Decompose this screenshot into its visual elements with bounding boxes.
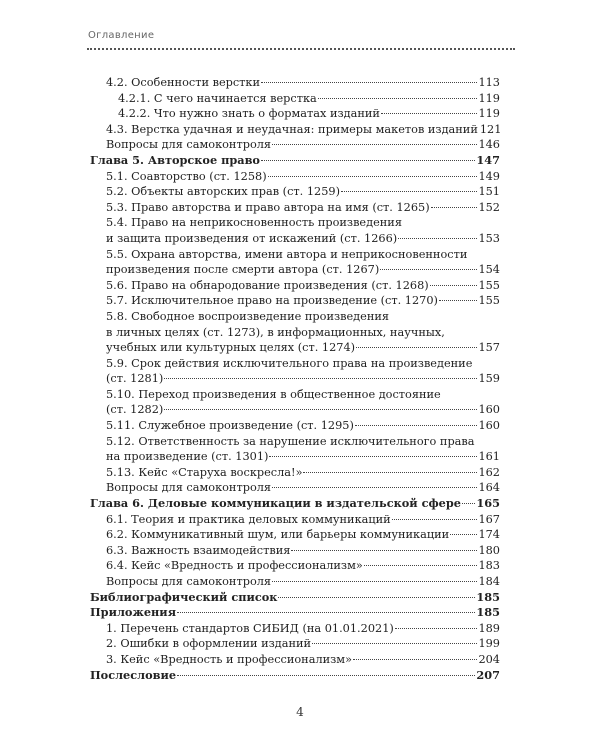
toc-entry-page: 185 [476, 605, 500, 620]
toc-entry-page: 199 [478, 637, 500, 651]
dot-leader [392, 519, 478, 520]
toc-entry-title: Библиографический список [90, 589, 278, 604]
toc-entry-title: 5.8. Свободное воспроизведение произведения [106, 309, 390, 323]
toc-entry-page: 180 [478, 543, 500, 557]
toc-entry-title: Вопросы для самоконтроля [106, 481, 272, 495]
toc-entry-page: 204 [478, 652, 500, 666]
toc-entry-page: 185 [476, 589, 500, 604]
toc-entry-title: 5.1. Соавторство (ст. 1258) [106, 169, 267, 183]
dot-leader [381, 113, 478, 114]
toc-entry-title: 5.3. Право авторства и право автора на имя (ст. 1265) [106, 200, 430, 214]
toc-entry-title: 5.6. Право на обнародование произведения (ст. 1268) [106, 278, 429, 292]
toc-entry [90, 574, 500, 590]
toc-entry [90, 122, 500, 138]
toc-entry-title: 4.2. Особенности верстки [106, 76, 261, 89]
toc-entry-title: на произведение (ст. 1301) [106, 450, 269, 464]
toc-entry [90, 356, 500, 372]
dot-leader [431, 207, 478, 208]
dot-leader [450, 534, 477, 535]
toc-entry-title: 2. Ошибки в оформлении изданий [106, 637, 312, 651]
dot-leader [164, 409, 477, 410]
toc-entry-page: 164 [478, 481, 500, 495]
dot-leader [353, 659, 477, 660]
dot-leader [261, 160, 475, 161]
toc-entry [90, 449, 500, 465]
dot-leader [261, 82, 477, 83]
toc-entry [90, 402, 500, 418]
toc-entry-page: 154 [478, 263, 500, 277]
toc-entry [90, 215, 500, 231]
toc-entry-page: 147 [476, 152, 500, 167]
toc-entry-page: 157 [478, 341, 500, 355]
toc-entry-page: 119 [478, 107, 500, 121]
toc-entry-page: 119 [478, 91, 500, 105]
toc-entry-title: учебных или культурных целях (ст. 1274) [106, 341, 356, 355]
dot-leader [439, 300, 477, 301]
toc-entry [90, 558, 500, 574]
dot-leader [272, 144, 477, 145]
toc-entry [90, 371, 500, 387]
dot-leader [177, 675, 475, 676]
toc-entry [90, 652, 500, 668]
toc-entry-title: и защита произведения от искажений (ст. 1266) [106, 231, 398, 245]
dot-leader [398, 238, 477, 239]
toc-entry-title: 6.4. Кейс «Вредность и профессионализм» [106, 559, 363, 573]
toc-entry-title: 6.1. Теория и практика деловых коммуникаций [106, 512, 391, 526]
toc-entry [90, 184, 500, 200]
toc-entry-title: 4.2.1. С чего начинается верстка [118, 91, 317, 105]
toc-entry-page: 207 [476, 667, 500, 682]
dot-leader [395, 628, 478, 629]
toc-entry [90, 543, 500, 559]
toc-entry-title: 4.3. Верстка удачная и неудачная: примеры макетов изданий [106, 122, 478, 136]
toc-entry-page: 162 [478, 465, 500, 479]
toc-entry [90, 262, 500, 278]
toc-entry-title: Глава 5. Авторское право [90, 152, 260, 167]
toc-entry [90, 512, 500, 528]
toc-entry-page: 189 [478, 621, 500, 635]
toc-entry-title: Приложения [90, 605, 177, 620]
toc-entry [90, 231, 500, 247]
dot-leader [268, 176, 478, 177]
toc-entry-page: 160 [478, 419, 500, 433]
toc-entry [90, 434, 500, 450]
toc-entry-page: 160 [478, 403, 500, 417]
running-header: Оглавление [88, 30, 155, 41]
toc-entry [90, 636, 500, 652]
toc-entry-title: 4.2.2. Что нужно знать о форматах изданий [118, 107, 380, 121]
toc-entry-title: в личных целях (ст. 1273), в информационных, научных, [106, 325, 445, 339]
toc-entry-page: 146 [478, 138, 500, 152]
toc-entry-title: (ст. 1281) [106, 372, 164, 386]
dot-leader [272, 581, 477, 582]
toc-entry-page: 184 [478, 575, 500, 588]
dot-leader [356, 347, 477, 348]
toc-entry [90, 668, 500, 684]
toc-entry-page: 149 [478, 169, 500, 183]
toc-entry [90, 387, 500, 403]
toc-entry-title: 6.3. Важность взаимодействия [106, 543, 291, 557]
dot-leader [177, 612, 475, 613]
toc-entry [90, 527, 500, 543]
toc-entry-page: 159 [478, 372, 500, 386]
toc-entry-title: 5.13. Кейс «Старуха воскресла!» [106, 465, 303, 479]
toc-entry [90, 496, 500, 512]
toc-entry [90, 605, 500, 621]
toc-entry [90, 75, 500, 91]
toc-entry-page: 152 [478, 200, 500, 214]
toc-entry [90, 621, 500, 637]
toc-entry-title: 5.2. Объекты авторских прав (ст. 1259) [106, 185, 341, 199]
dot-leader [291, 550, 477, 551]
dot-leader [380, 269, 477, 270]
toc-entry-title: 5.10. Переход произведения в общественное достояние [106, 387, 441, 401]
toc-entry-title: (ст. 1282) [106, 403, 164, 417]
toc-entry [90, 325, 500, 341]
toc-entry [90, 91, 500, 107]
dot-leader [303, 472, 477, 473]
toc-entry [90, 340, 500, 356]
toc-entry [90, 590, 500, 606]
dot-leader [312, 643, 477, 644]
dot-leader [341, 191, 477, 192]
toc-entry-page: 183 [478, 559, 500, 573]
dot-leader [364, 565, 478, 566]
toc-entry-title: 5.11. Служебное произведение (ст. 1295) [106, 419, 354, 433]
toc-entry-title: 5.5. Охрана авторства, имени автора и неприкосновенности [106, 247, 468, 261]
toc-entry-title: 5.4. Право на неприкосновенность произведения [106, 216, 402, 230]
dot-leader [355, 425, 478, 426]
dot-leader [278, 597, 475, 598]
table-of-contents [90, 75, 500, 683]
toc-entry-title: 5.9. Срок действия исключительного права на произведение [106, 356, 473, 370]
dot-leader [462, 503, 475, 504]
toc-entry-title: Глава 6. Деловые коммуникации в издательской сфере [90, 496, 461, 511]
toc-entry-page: 153 [478, 231, 500, 245]
dot-leader [269, 456, 477, 457]
toc-entry-title: 1. Перечень стандартов СИБИД (на 01.01.2021) [106, 621, 394, 635]
toc-entry-page: 155 [478, 294, 500, 308]
toc-entry-page: 165 [476, 496, 500, 511]
toc-entry-page: 151 [478, 185, 500, 199]
toc-entry-title: Вопросы для самоконтроля [106, 575, 272, 588]
toc-entry [90, 309, 500, 325]
toc-entry-title: 5.12. Ответственность за нарушение исключительного права [106, 434, 475, 448]
toc-entry [90, 465, 500, 481]
toc-entry-title: произведения после смерти автора (ст. 1267) [106, 263, 380, 277]
toc-entry-page: 161 [478, 450, 500, 464]
toc-entry [90, 278, 500, 294]
toc-entry-title: 5.7. Исключительное право на произведение (ст. 1270) [106, 294, 438, 308]
toc-entry [90, 106, 500, 122]
page-number: 4 [296, 705, 304, 719]
toc-entry-title: Послесловие [90, 667, 177, 682]
toc-entry-title: Вопросы для самоконтроля [106, 138, 272, 152]
header-dotted-rule [87, 48, 515, 50]
toc-entry [90, 418, 500, 434]
toc-entry [90, 480, 500, 496]
toc-entry [90, 293, 500, 309]
toc-entry-title: 3. Кейс «Вредность и профессионализм» [106, 652, 353, 666]
toc-entry-title: 6.2. Коммуникативный шум, или барьеры коммуникации [106, 528, 450, 542]
dot-leader [272, 487, 477, 488]
toc-entry-page: 121 [479, 122, 502, 136]
toc-entry [90, 200, 500, 216]
toc-entry-page: 113 [478, 76, 500, 89]
toc-entry [90, 169, 500, 185]
toc-entry-page: 174 [478, 528, 500, 542]
toc-entry-page: 155 [478, 278, 500, 292]
dot-leader [164, 378, 477, 379]
toc-entry [90, 247, 500, 263]
toc-entry [90, 153, 500, 169]
toc-entry [90, 137, 500, 153]
dot-leader [430, 285, 478, 286]
toc-entry-page: 167 [478, 512, 500, 526]
dot-leader [318, 98, 478, 99]
